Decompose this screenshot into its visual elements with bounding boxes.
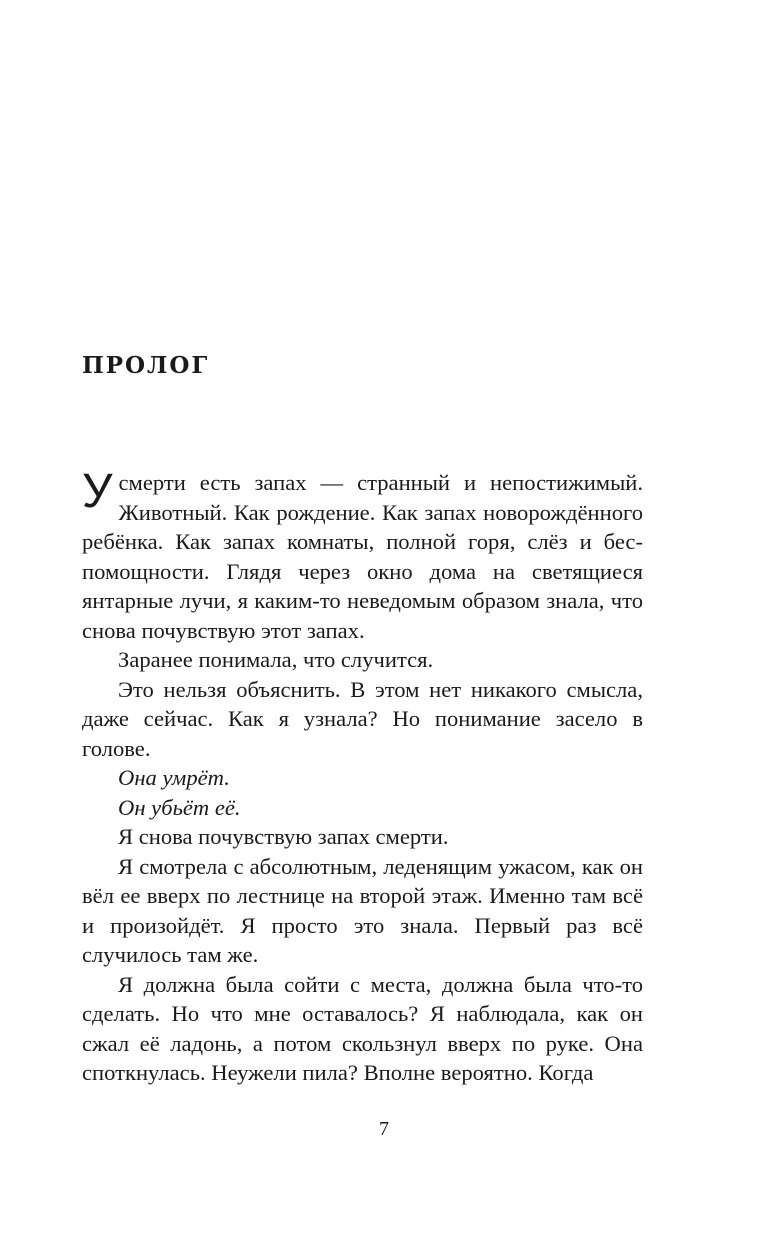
paragraph-4: Она умрёт. [118, 765, 230, 790]
paragraph-1 [82, 465, 643, 645]
body-text [82, 465, 643, 1088]
paragraph-7: Я смотрела с абсолютным, леденящим ужасом, как он вёл ее вверх по лестнице на второй этаж. Именно там всё и произойдёт. Я просто это знала. Первый раз всё случилось там же. [82, 853, 643, 967]
paragraph-2: Заранее понимала, что случится. [118, 647, 434, 672]
chapter-title: ПРОЛОГ [82, 352, 210, 379]
paragraph-1-text: смерти есть запах — странный и непостижимый. Животный. Как рождение. Как запах новорождённого ребёнка. Как запах комнаты, полной горя, слёз и беспомощности. Глядя через окно дома на светящиеся янтарные лучи, я каким-то неведомым образом знала, что снова почувствую этот запах. [82, 470, 643, 643]
dropcap: У [82, 465, 113, 518]
paragraph-6: Я снова почувствую запах смерти. [118, 824, 449, 849]
paragraph-5: Он убьёт её. [118, 794, 241, 820]
paragraph-3: Это нельзя объяснить. В этом нет никакого смысла, даже сейчас. Как я узнала? Но понимание засело в голове. [82, 676, 643, 761]
paragraph-8: Я должна была сойти с места, должна была что-то сделать. Но что мне оставалось? Я наблюдала, как он сжал её ладонь, а потом скользнул вверх по руке. Она споткнулась. Неужели пила? Вполне вероятно. Когда [82, 971, 643, 1085]
page-number: 7 [379, 1118, 389, 1140]
